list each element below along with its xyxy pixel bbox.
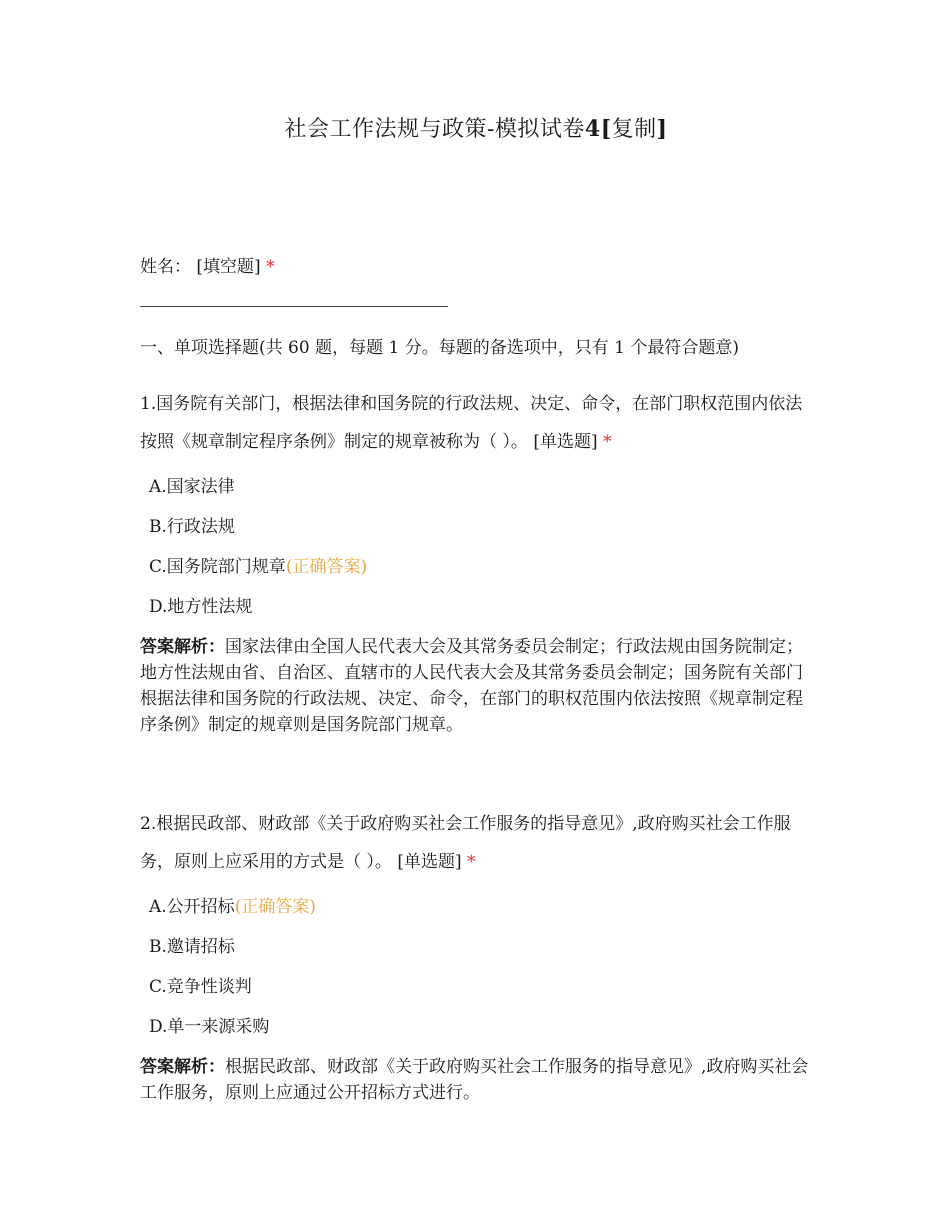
name-label: 姓名： [140,257,191,277]
page-title [140,112,812,143]
question-1 [140,385,812,461]
option-label: B.行政法规 [149,517,235,537]
option-label: D.地方性法规 [149,597,253,617]
title-close: ] [656,116,668,142]
required-mark: * [266,257,275,277]
question-2-required-mark: * [466,852,476,872]
analysis-label: 答案解析： [140,1057,225,1077]
option-label: B.邀请招标 [149,937,235,957]
question-1-options [149,467,367,627]
question-2-analysis [140,1054,812,1106]
section-heading: 一、单项选择题(共 60 题，每题 1 分。每题的备选项中，只有 1 个最符合题意) [140,338,739,358]
name-input-line[interactable] [140,306,448,307]
option-label: A.国家法律 [149,477,235,497]
question-2-text: 2.根据民政部、财政部《关于政府购买社会工作服务的指导意见》,政府购买社会工作服务，原则上应采用的方式是（ ）。 [140,814,791,872]
name-field-label [140,252,275,277]
title-number: 4[ [584,116,612,142]
option-label: C.竞争性谈判 [149,977,252,997]
question-1-type-tag: [单选题] [533,432,598,452]
question-2-type-tag: [单选题] [397,852,462,872]
option-1b[interactable] [149,507,367,547]
correct-answer-tag: (正确答案) [285,557,368,577]
analysis-text: 根据民政部、财政部《关于政府购买社会工作服务的指导意见》,政府购买社会工作服务，原则上应通过公开招标方式进行。 [140,1057,809,1103]
analysis-text: 国家法律由全国人民代表大会及其常务委员会制定；行政法规由国务院制定；地方性法规由省、自治区、直辖市的人民代表大会及其常务委员会制定；国务院有关部门根据法律和国务院的行政法规、决定、命令，在部门的职权范围内依法按照《规章制定程序条例》制定的规章则是国务院部门规章。 [140,637,803,735]
option-label: D.单一来源采购 [149,1017,270,1037]
correct-answer-tag: (正确答案) [234,897,316,917]
option-2d[interactable] [149,1007,316,1047]
option-1a[interactable] [149,467,367,507]
title-main: 社会工作法规与政策-模拟试卷 [284,117,585,142]
name-type-tag: [填空题] [196,257,261,277]
question-2 [140,805,812,881]
question-2-options [149,887,316,1047]
option-label: C.国务院部门规章 [149,557,286,577]
analysis-label: 答案解析： [140,637,225,657]
title-copy: 复制 [611,117,657,142]
option-2a[interactable] [149,887,316,927]
question-1-text: 1.国务院有关部门，根据法律和国务院的行政法规、决定、命令，在部门职权范围内依法按照《规章制定程序条例》制定的规章被称为（ ）。 [140,394,803,452]
option-1d[interactable] [149,587,367,627]
option-2c[interactable] [149,967,316,1007]
option-label: A.公开招标 [149,897,235,917]
question-1-required-mark: * [602,432,612,452]
option-2b[interactable] [149,927,316,967]
option-1c[interactable] [149,547,367,587]
question-1-analysis [140,634,812,738]
